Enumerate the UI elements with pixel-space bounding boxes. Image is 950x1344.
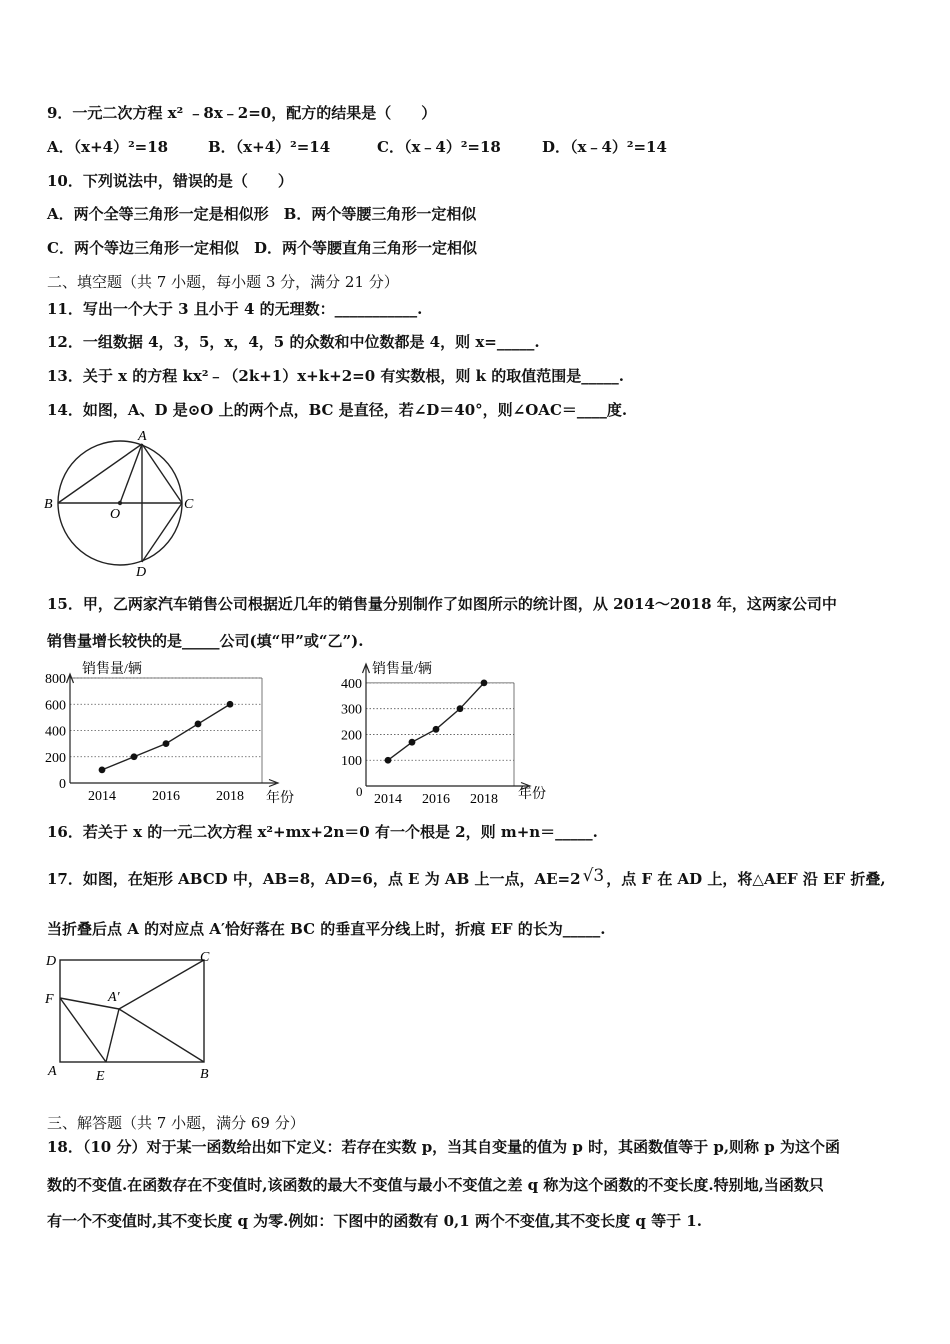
q14-text: 14．如图，A、D 是⊙O 上的两个点，BC 是直径，若∠D＝40°，则∠OAC＝____度. bbox=[47, 401, 628, 419]
q17-line2: 当折叠后点 A 的对应点 A′恰好落在 BC 的垂直平分线上时，折痕 EF 的长为_____. bbox=[47, 920, 606, 938]
segment-dc bbox=[142, 503, 182, 562]
q11: 11．写出一个大于 3 且小于 4 的无理数：___________. bbox=[47, 300, 423, 318]
segment-oa bbox=[120, 444, 142, 503]
label-c: C bbox=[184, 497, 194, 512]
data-point bbox=[457, 705, 464, 712]
y-tick-label: 600 bbox=[45, 698, 66, 714]
q18-line1: 18．（10 分）对于某一函数给出如下定义：若存在实数 p，当其自变量的值为 p 时，其函数值等于 p,则称 p 为这个函 bbox=[47, 1138, 840, 1156]
chart-jia-ylabel: 销售量/辆 bbox=[82, 662, 142, 677]
data-point bbox=[433, 726, 440, 733]
chart-company-yi bbox=[328, 656, 568, 806]
data-point bbox=[163, 740, 170, 747]
q14-circle-figure bbox=[40, 428, 210, 578]
x-tick-label: 2016 bbox=[152, 789, 180, 804]
q12: 12．一组数据 4，3，5，x，4，5 的众数和中位数都是 4，则 x=_____. bbox=[47, 333, 540, 351]
data-point bbox=[409, 739, 416, 746]
q9-option-b: B．（x+4）²=14 bbox=[208, 138, 331, 156]
y-tick-label: 200 bbox=[341, 728, 362, 744]
q17-rectangle-figure bbox=[40, 948, 230, 1086]
x-tick-label: 2014 bbox=[88, 789, 116, 804]
chart-yi-xlabel: 年份 bbox=[518, 787, 546, 802]
x-tick-label: 2016 bbox=[422, 792, 450, 807]
segment-ba bbox=[58, 444, 142, 503]
label-c: C bbox=[200, 950, 210, 965]
q9-option-a: A．（x+4）²=18 bbox=[47, 138, 169, 156]
q17-line1-part1: 17．如图，在矩形 ABCD 中，AB=8，AD=6，点 E 为 AB 上一点，AE=2 bbox=[47, 870, 581, 888]
q10-options-row1: A．两个全等三角形一定是相似形 B．两个等腰三角形一定相似 bbox=[47, 205, 477, 223]
q9-stem: 9．一元二次方程 x² ﹣8x﹣2=0，配方的结果是（ ） bbox=[47, 104, 437, 122]
chart-yi-origin-label: 0 bbox=[356, 784, 363, 799]
chart-yi-ylabel: 销售量/辆 bbox=[372, 662, 432, 677]
q17-line1 bbox=[47, 866, 886, 889]
label-a: A bbox=[48, 1064, 57, 1079]
label-a: A bbox=[138, 429, 147, 444]
label-d: D bbox=[46, 954, 57, 969]
q13: 13．关于 x 的方程 kx²﹣（2k+1）x+k+2=0 有实数根，则 k 的取值范围是_____. bbox=[47, 367, 624, 385]
label-f: F bbox=[45, 992, 54, 1007]
q10-stem: 10．下列说法中，错误的是（ ） bbox=[47, 172, 293, 190]
center-point-o bbox=[118, 501, 122, 505]
y-tick-label: 0 bbox=[59, 777, 66, 792]
label-d: D bbox=[136, 565, 147, 580]
q15-line1: 15．甲，乙两家汽车销售公司根据近几年的销售量分别制作了如图所示的统计图，从 2014～2018 年，这两家公司中 bbox=[47, 595, 837, 613]
y-tick-label: 100 bbox=[341, 754, 362, 770]
y-tick-label: 800 bbox=[45, 672, 66, 687]
q17-sqrt3: √3 bbox=[582, 866, 605, 886]
data-point bbox=[227, 701, 234, 708]
q18-line3: 有一个不变值时,其不变长度 q 为零.例如：下图中的函数有 0,1 两个不变值,其不变长度 q 等于 1. bbox=[47, 1212, 702, 1230]
segment-ac bbox=[142, 444, 182, 503]
label-a-prime: A′ bbox=[108, 990, 120, 1005]
y-tick-label: 400 bbox=[341, 676, 362, 692]
q9-option-d: D．（x﹣4）²=14 bbox=[542, 138, 667, 156]
label-o: O bbox=[110, 507, 121, 522]
q9-option-c: C．（x﹣4）²=18 bbox=[377, 138, 501, 156]
rectangle-abcd bbox=[60, 960, 204, 1062]
x-tick-label: 2014 bbox=[374, 792, 402, 807]
series-line bbox=[102, 704, 230, 770]
data-point bbox=[99, 766, 106, 773]
y-tick-label: 200 bbox=[45, 750, 66, 766]
label-b: B bbox=[200, 1067, 209, 1082]
q17-line1-part2: ，点 F 在 AD 上，将△AEF 沿 EF 折叠, bbox=[606, 870, 886, 888]
y-tick-label: 400 bbox=[45, 724, 66, 740]
chart-jia-xlabel: 年份 bbox=[266, 791, 294, 806]
q16: 16．若关于 x 的一元二次方程 x²+mx+2n＝0 有一个根是 2，则 m+n＝_____. bbox=[47, 823, 598, 841]
data-point bbox=[195, 721, 202, 728]
label-e: E bbox=[96, 1069, 105, 1084]
segment-fe bbox=[60, 998, 106, 1062]
x-tick-label: 2018 bbox=[216, 789, 244, 804]
data-point bbox=[385, 757, 392, 764]
segment-a2b bbox=[119, 1009, 204, 1062]
chart-company-jia bbox=[40, 656, 310, 806]
label-b: B bbox=[44, 497, 53, 512]
x-tick-label: 2018 bbox=[470, 792, 498, 807]
series-line bbox=[388, 683, 484, 760]
data-point bbox=[481, 679, 488, 686]
y-tick-label: 300 bbox=[341, 702, 362, 718]
section-3-heading: 三、解答题（共 7 小题，满分 69 分） bbox=[47, 1114, 305, 1132]
segment-a2c bbox=[119, 960, 204, 1009]
segment-ea2 bbox=[106, 1009, 119, 1062]
q15-line2: 销售量增长较快的是_____公司(填“甲”或“乙”). bbox=[47, 632, 364, 650]
data-point bbox=[131, 753, 138, 760]
q18-line2: 数的不变值.在函数存在不变值时,该函数的最大不变值与最小不变值之差 q 称为这个函数的不变长度.特别地,当函数只 bbox=[47, 1176, 824, 1194]
q10-options-row2: C．两个等边三角形一定相似 D．两个等腰直角三角形一定相似 bbox=[47, 239, 477, 257]
section-2-heading: 二、填空题（共 7 小题，每小题 3 分，满分 21 分） bbox=[47, 273, 399, 291]
